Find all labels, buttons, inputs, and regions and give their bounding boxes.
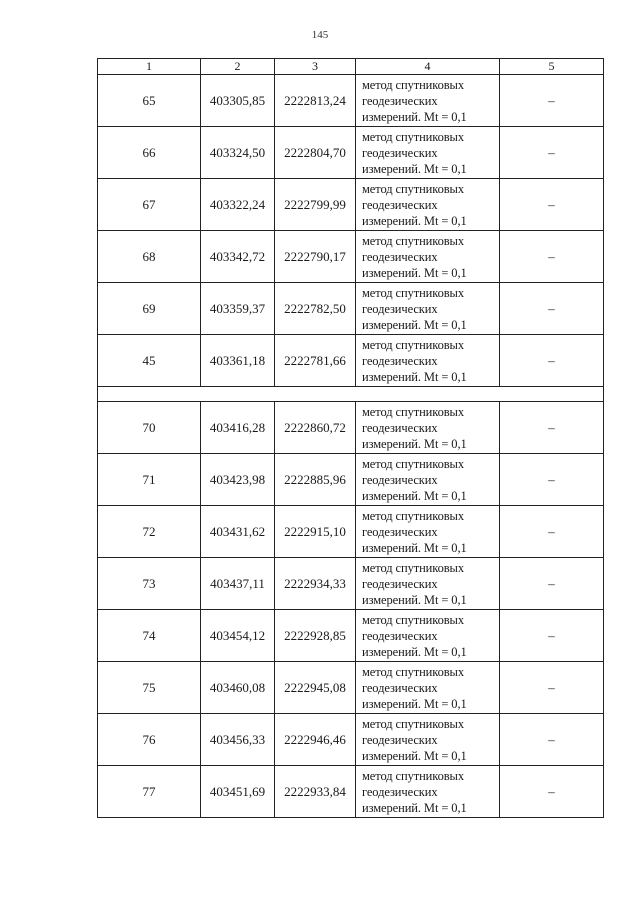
coord-x: 403460,08 [201,662,275,714]
method-description [356,127,500,179]
coord-x: 403342,72 [201,231,275,283]
method-description [356,558,500,610]
table-row [98,402,604,454]
table-row [98,610,604,662]
method-line-2: геодезических [362,197,438,212]
table-row [98,335,604,387]
method-line-2: геодезических [362,420,438,435]
method-line-2: геодезических [362,353,438,368]
method-description [356,179,500,231]
coord-y: 2222915,10 [275,506,356,558]
method-line-3: измерений. Mt = 0,1 [362,436,467,451]
coord-x: 403423,98 [201,454,275,506]
coord-x: 403437,11 [201,558,275,610]
header-col-2: 2 [201,59,275,75]
section-separator-cell [98,387,604,402]
table-row [98,714,604,766]
point-number: 73 [98,558,201,610]
method-line-3: измерений. Mt = 0,1 [362,644,467,659]
coord-y: 2222860,72 [275,402,356,454]
method-line-3: измерений. Mt = 0,1 [362,592,467,607]
note-dash: – [500,558,604,610]
table-row [98,179,604,231]
coord-y: 2222799,99 [275,179,356,231]
method-description [356,335,500,387]
coord-y: 2222928,85 [275,610,356,662]
point-number: 76 [98,714,201,766]
coord-x: 403361,18 [201,335,275,387]
table-row [98,231,604,283]
note-dash: – [500,75,604,127]
point-number: 65 [98,75,201,127]
table-row [98,662,604,714]
coord-x: 403451,69 [201,766,275,818]
method-description [356,662,500,714]
method-line-2: геодезических [362,628,438,643]
method-line-3: измерений. Mt = 0,1 [362,213,467,228]
method-description [356,506,500,558]
point-number: 66 [98,127,201,179]
table-row [98,283,604,335]
method-line-1: метод спутниковых [362,716,464,731]
point-number: 71 [98,454,201,506]
method-description [356,454,500,506]
method-line-3: измерений. Mt = 0,1 [362,748,467,763]
method-line-3: измерений. Mt = 0,1 [362,317,467,332]
note-dash: – [500,766,604,818]
coord-x: 403456,33 [201,714,275,766]
coord-y: 2222782,50 [275,283,356,335]
method-line-1: метод спутниковых [362,612,464,627]
page-number: 145 [311,29,329,41]
header-col-5: 5 [500,59,604,75]
coord-y: 2222933,84 [275,766,356,818]
method-line-1: метод спутниковых [362,768,464,783]
point-number: 75 [98,662,201,714]
method-line-1: метод спутниковых [362,337,464,352]
method-line-3: измерений. Mt = 0,1 [362,696,467,711]
method-line-2: геодезических [362,472,438,487]
note-dash: – [500,179,604,231]
coord-y: 2222804,70 [275,127,356,179]
table-row [98,558,604,610]
table-header-row [98,59,604,75]
table-row [98,506,604,558]
method-line-2: геодезических [362,301,438,316]
method-description [356,402,500,454]
coordinates-table [97,58,604,818]
method-line-1: метод спутниковых [362,560,464,575]
table-row [98,127,604,179]
coord-y: 2222934,33 [275,558,356,610]
coord-y: 2222885,96 [275,454,356,506]
header-col-1: 1 [98,59,201,75]
table-row [98,75,604,127]
method-description [356,610,500,662]
note-dash: – [500,714,604,766]
table-body [98,75,604,818]
coord-x: 403305,85 [201,75,275,127]
coord-x: 403322,24 [201,179,275,231]
coord-x: 403324,50 [201,127,275,179]
coord-x: 403416,28 [201,402,275,454]
section-separator-row [98,387,604,402]
point-number: 68 [98,231,201,283]
header-col-3: 3 [275,59,356,75]
method-line-1: метод спутниковых [362,285,464,300]
method-line-1: метод спутниковых [362,404,464,419]
note-dash: – [500,335,604,387]
coord-x: 403431,62 [201,506,275,558]
method-line-1: метод спутниковых [362,664,464,679]
method-line-3: измерений. Mt = 0,1 [362,540,467,555]
point-number: 72 [98,506,201,558]
note-dash: – [500,402,604,454]
method-line-2: геодезических [362,249,438,264]
method-description [356,283,500,335]
point-number: 69 [98,283,201,335]
note-dash: – [500,662,604,714]
table-row [98,766,604,818]
method-line-3: измерений. Mt = 0,1 [362,109,467,124]
method-line-1: метод спутниковых [362,129,464,144]
method-description [356,75,500,127]
note-dash: – [500,127,604,179]
note-dash: – [500,506,604,558]
method-line-3: измерений. Mt = 0,1 [362,161,467,176]
note-dash: – [500,283,604,335]
method-line-1: метод спутниковых [362,233,464,248]
method-line-2: геодезических [362,732,438,747]
note-dash: – [500,610,604,662]
coord-y: 2222946,46 [275,714,356,766]
method-line-3: измерений. Mt = 0,1 [362,800,467,815]
method-line-1: метод спутниковых [362,181,464,196]
note-dash: – [500,231,604,283]
method-line-2: геодезических [362,680,438,695]
point-number: 45 [98,335,201,387]
point-number: 77 [98,766,201,818]
method-description [356,714,500,766]
point-number: 70 [98,402,201,454]
method-line-3: измерений. Mt = 0,1 [362,265,467,280]
method-line-2: геодезических [362,524,438,539]
method-description [356,766,500,818]
method-description [356,231,500,283]
coord-y: 2222790,17 [275,231,356,283]
coord-y: 2222813,24 [275,75,356,127]
coord-x: 403359,37 [201,283,275,335]
method-line-1: метод спутниковых [362,508,464,523]
coord-x: 403454,12 [201,610,275,662]
point-number: 74 [98,610,201,662]
table-row [98,454,604,506]
coord-y: 2222945,08 [275,662,356,714]
method-line-1: метод спутниковых [362,77,464,92]
point-number: 67 [98,179,201,231]
method-line-3: измерений. Mt = 0,1 [362,369,467,384]
header-col-4: 4 [356,59,500,75]
method-line-2: геодезических [362,784,438,799]
method-line-2: геодезических [362,576,438,591]
method-line-2: геодезических [362,145,438,160]
method-line-2: геодезических [362,93,438,108]
note-dash: – [500,454,604,506]
coord-y: 2222781,66 [275,335,356,387]
method-line-3: измерений. Mt = 0,1 [362,488,467,503]
method-line-1: метод спутниковых [362,456,464,471]
